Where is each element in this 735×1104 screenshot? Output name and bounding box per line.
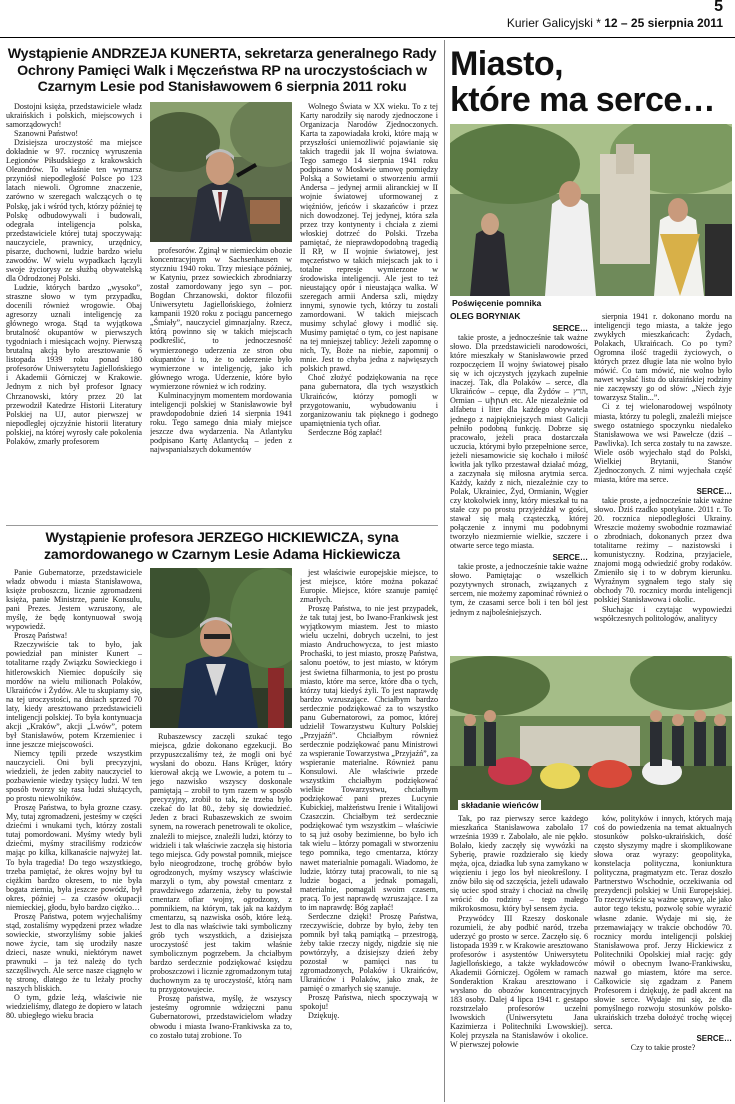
article-divider: [6, 525, 438, 526]
article3-title: [450, 46, 730, 118]
paragraph: Proszę Państwa, to była grozne czasy. My, tutaj zgromadzeni, jesteśmy w części dziećmi i wnukami tych, którzy zostali tutaj pomordowani. Myśmy wtedy byli dziećmi, myśmy straciliśmy rodziców mając po kilka, kilkanaście najwyżej lat. To była tragedia! Do tego wszystkiego, trzeba pamiętać, że okres wojny był tu ciężkim bardzo okresem, to nie była bogata ziemia, była jeszcze powódź, był okres, później – za czasów okupacji niemieckiej, głodu, było bardzo ciężko…: [6, 803, 142, 912]
paragraph: Panie Gubernatorze, przedstawiciele władz obwodu i miasta Stanisławowa, księże proboszczu, licznie zgromadzeni księża, panie Ministrze, panie Konsulu, pani Prezes. Jestem wzruszony, ale myślę, że będę kontynuował swoją wypowiedź.: [6, 568, 142, 632]
title-line: które ma serce…: [450, 81, 716, 119]
section-heading: SERCE…: [552, 553, 588, 563]
paragraph: Ci z tej wielonarodowej wspólnoty miasta, którzy tu polegli, znaleźli miejsce swego ostatniego spoczynku niedaleko Stanisławowa we wsi Pawełcze (dziś – Pawlivka). Ich serca zostały tu na zawsze. Wiele osób wyjechało stąd do Polski, Wielkiej Brytanii, Stanów Zjednoczonych. Z nimi wyjechała część miasta, które ma serce.: [594, 402, 732, 484]
paragraph: Dzisiejsza uroczystość ma miejsce dokładnie w 97. rocznicę wyruszenia Legionów Piłsudskiego z krakowskich Oleandrów. To właśnie ten wymarsz przyniósł niepodległość Polsce po 123 latach niewoli. Ogromne znaczenie, zarówno w szeregach walczących o tę Polskę, jak i wśród tych, którzy później tę Polskę odbudowywali i budowali, odegrała inteligencja polska, przedstawiciele której tutaj spoczywają: nauczyciele, prawnicy, urzędnicy, pisarze, duchowni, ludzie bardzo wielu zawodów. W wielu wypadkach łączyli swoje życiorysy ze służbą obywatelską dla Odrodzonej Polski.: [6, 138, 142, 283]
paragraph: takie proste, a jednocześnie takie ważne słowo. Dziś rzadko spotykane. 2011 r. To 20. rocznica niepodległości Ukrainy. Wreszcie możemy swobodnie rozmawiać o zbrodniach, dokonanych przez dwa totalitarne reżimy – nazistowski i komunistyczny. Rodzina, przyjaciele, znajomi mogą odwiedzić groby rodaków. Zmieniło się i to w dobrym kierunku. Wyraźnym sygnałem tego stały się obchody 70. rocznicy mordu inteligencji polskiej Stanisławowa i okolic.: [594, 495, 732, 605]
photo-caption: składanie wieńców: [458, 800, 541, 810]
article-author: OLEG BORYNIAK: [450, 312, 521, 321]
paragraph: Rubaszewscy zaczęli szukać tego miejsca, gdzie dokonano egzekucji. Bo przypuszczaliśmy też, że mogli oni być wysłani do obozu. Hans Krüger, który kierował akcją we Lwowie, a potem tu – jego nazwisko wszyscy doskonale pamiętają – zrobił to tym razem w sposób precyzyjny, zrobił to tak, że trzeba było czekać do lat 80., żeby się dowiedzieć. Jeden z braci Rubaszewskich ze swoim synem, na rowerach penetrowali te okolice, znaleźli to miejsce, znaleźli ludzi, którzy to widzieli i tak właściwie zaczęła się historia tego miejsca. Gdy powstał pomnik, miejsce było nieogrodzone, trochę gróbów było ogrodzonych, myśmy wszyscy właściwie marzyli o tym, aby powstał cmentarz z prawdziwego zdarzenia, żeby tu powstał cmentarz ofiar wojny, ogrodzony, z pomnikiem, na którym, tak jak na każdym cmentarzu, są nazwiska osób, które leżą. Jest to dla nas właściwie taki symboliczny grób tych wszystkich, a dzisiejsza uroczystość jest takim właśnie symbolicznym pogrzebem. Ja chciałbym bardzo serdecznie podziękować księdzu proboszczowi i licznie zgromadzonym tutaj duchownym za tę uroczystość, którą nam tu przygotowujecie.: [150, 732, 292, 995]
publication-name: Kurier Galicyjski: [506, 16, 593, 30]
paragraph: Dziękuję.: [308, 1011, 340, 1021]
paragraph: Tak, po raz pierwszy serce każdego mieszkańca Stanisławowa zabolało 17 września 1939 r. Zabolało, ale nie pękło. Bolało, kiedy zaczęły się wywózki na Syberię, prawie rozdzierało się kiedy męża, ojca, dziadka lub syna zamykano w więzieniu i jego los był nieokreślony. I znów biło się od szczęścia, jeżeli udawało się uciec spod straży i chociaż na chwilę wrócić do rodziny – tego małego mikrokosmosu, który był sensem życia.: [450, 814, 588, 914]
column-divider: [444, 40, 445, 1102]
paragraph: Szanowni Państwo!: [14, 129, 79, 139]
paragraph: Proszę Państwa!: [14, 631, 68, 641]
photo-wreath-laying: [450, 656, 732, 810]
article3-col1b: [450, 814, 588, 1100]
photo-monument-consecration: [450, 124, 732, 296]
article1-headline: Wystąpienie ANDRZEJA KUNERTA, sekretarza generalnego Rady Ochrony Pamięci Walk i Męczeństwa RP na uroczystościach w Czarnym Lesie pod Stanisławowem 6 sierpnia 2011 roku: [7, 46, 437, 95]
paragraph: sierpnia 1941 r. dokonano mordu na inteligencji tego miasta, a także jego zwykłych mieszkańcach: Żydach, Polakach, Ukraińcach. Co po tym? Ogromna ilość tragedii życiowych, o których przez długie lata nie wolno było mówić. Co tam mówić, nie wolno było nawet wysłać listu do ukraińskiej rodziny nie zaczęwszy go od słów: „Niech żyje towarzysz Stalin...”.: [594, 312, 732, 403]
paragraph: Słuchając i czytając wypowiedzi współczesnych politologów, analitycy: [594, 604, 732, 623]
header-rule: [0, 37, 735, 38]
paragraph: O tym, gdzie leżą, właściwie nie wiedzieliśmy, dlatego że dopiero w latach 80. ubiegłego wieku bracia: [6, 993, 142, 1021]
title-line: Miasto,: [450, 45, 563, 83]
photo-jerzy-hickiewicz: [150, 568, 292, 728]
paragraph: Dostojni księża, przedstawiciele władz ukraińskich i polskich, miejscowych i samorządowych!: [6, 102, 142, 130]
article3-col2b: [594, 814, 732, 1100]
paragraph: Proszę Państwa, potem wyjechaliśmy stąd, zostaliśmy wypędzeni przez władze sowieckie, stworzyliśmy sobie jakieś nowe życie, tam się urodziły nasze dzieci, nasze wnuki, niektórym nawet prawnuki – ja też należę do tych szczęśliwych. Ale serce nasze ciągnęło w tę stronę, dlatego że tu leżały prochy naszych bliskich.: [6, 911, 142, 994]
paragraph: Proszę Państwa, niech spoczywają w spokoju!: [300, 993, 438, 1012]
paragraph: jest właściwie europejskie miejsce, to jest miejsce, które można pokazać Europie. Miejsce, które szanuje pamięć zmarłych.: [300, 568, 438, 605]
section-heading: SERCE…: [696, 486, 732, 496]
article3-col1a: [450, 312, 588, 652]
article3-col2a: [594, 312, 732, 652]
article1-col2: [150, 246, 292, 522]
paragraph: Rzeczywiście tak to było, jak powiedział pan minister Kunert – totalitarne rządy Związku Sowieckiego i hitlerowskich Niemiec dopuściły się mordów na wielu milionach Polaków, Ukraińców i Żydów. Ale tu skupiamy się, na tej uroczystości, na dniach sprzed 70 laty, kiedy aresztowano przedstawicieli inteligencji polskiej. To była kontynuacja akcji „Kraków”, akcji „Lwów”, potem był Stanisławów, potem Krzemieniec i inne jeszcze miejscowości.: [6, 640, 142, 749]
photo-andrzej-kunert: [150, 102, 292, 242]
paragraph: Przywódcy III Rzeszy doskonale rozumieli, że aby podbić naród, trzeba uderzyć go prosto w serce. Zaczęło się. 6 listopada 1939 r. w Krakowie aresztowano profesorów i asystentów Uniwersytetu Jagiellońskiego, a także wykładowców Akademii Górniczej. Ogółem w ramach Sonderaktion Krakau aresztowano i wysłano do obozów koncentracyjnych 183 osoby. Dalej 4 lipca 1941 r. gestapo rozstrzelało profesorów uczelni lwowskich (Uniwersytetu Jana Kazimierza i Politechniki Lwowskiej). Kolej przyszła na Stanisławów i okolice. W pierwszej połowie: [450, 913, 588, 1050]
page-number: 5: [714, 0, 723, 15]
article1-col1: [6, 102, 142, 522]
paragraph: Serdeczne Bóg zapłać!: [308, 427, 383, 437]
paragraph: profesorów. Zginął w niemieckim obozie koncentracyjnym w Sachsenhausen w styczniu 1940 roku. Trzy miesiące później, w Katyniu, przez sowieckich zbrodniarzy został zamordowany jego syn – por. Bogdan Chrzanowski, doktor filozofii Uniwersytetu Jagiellońskiego, żołnierz kampanii 1920 roku z pociągu pancernego „Śmiały”, nauczyciel gimnazjalny. Rzecz, którą powinno się w takich miejscach podkreślić, to jednoczesność wymierzonego uderzenia ze stron obu okupantów i to, że to uderzenie było wymierzone w inteligencję, jako ich głównego wroga. Uderzenie, które było wymierzone również w ich rodziny.: [150, 246, 292, 391]
paragraph: Proszę państwa, myślę, że wszyscy jesteśmy ogromnie wdzięczni panu Gubernatorowi, przedstawicielom władzy obwodu i miasta Iwano-Frankiwska za to, co zostało tutaj zrobione. To: [150, 994, 292, 1040]
paragraph: takie proste, a jednocześnie takie ważne słowo. Pamiętając o wszelkich pozytywnych stronach, związanych z sercem, nie możemy zapominać również o tym, że czasami serce boli i ten ból jest jednym z najboleśniejszych.: [450, 562, 588, 617]
page-header: [0, 0, 735, 38]
paragraph: takie proste, a jednocześnie tak ważne słowo. Dla przedstawicieli narodowości, które mieszkały w Stanisławowie przed rozpoczęciem II wojny światowej pisało się w ich ojczystych językach zupełnie inaczej. Tak, dla Polaków – serce, dla Ukraińców – серце, dla Żydów – הרץ, Ormian – սիրտ etc. Ale niezależnie od alfabetu i liter dla każdego obywatela jednego z najpiękniejszych miast Galicji pełniło podobną funkcję. Dobrze się pracowało, jeżeli praca dostarczała uczucia, którymi było przepełnione serce, jeżeli niesamowicie się kochało i miłość kwitła jak tylko przestawał działać mózg, a zaczynała się miłosna arytmia serca. Każdy, każdy z nich, niezależnie czy to Polak, Ukrainiec, Żyd, Ormianin, Węgier czy ktokolwiek inny, który mieszkał tu na stałe czy po prostu przyjeżdżał w gości, stawał się małą cząsteczką, której połączenie z innymi mu podobnymi tworzyło niezmiernie wielkie, szczere i otwarte serce tego miasta.: [450, 333, 588, 551]
paragraph: Kulminacyjnym momentem mordowania inteligencji polskiej w Stanisławowie był prawdopodobnie dzień 14 sierpnia 1941 roku. Tego samego dnia miały miejsce jeszcze dwa wydarzenia. Na Atlantyku podpisano Kartę Atlantycką – jeden z najwspanialszych dokumentów: [150, 390, 292, 455]
article2-headline: Wystąpienie profesora JERZEGO HICKIEWICZA, syna zamordowanego w Czarnym Lesie Adama Hickiewicza: [44, 530, 400, 563]
issue-dates: 12 – 25 sierpnia 2011: [604, 16, 723, 30]
article2-col3: [300, 568, 438, 1100]
article2-col1: [6, 568, 142, 1100]
paragraph: Niemcy tępili przede wszystkim nauczycieli. Oni byli precyzyjni, wiedzieli, że jeden zabity nauczyciel to pozbawienie wiedzy tysięcy ludzi. W ten sposób tworzy się rasa ludzi służących, po prostu niewolników.: [6, 748, 142, 804]
paragraph: Choć złożyć podziękowania na ręce pana gubernatora, dla tych wszystkich Ukraińców, którzy pomogli w przygotowaniu, wybudowaniu i zorganizowaniu tak pięknego i godnego upamiętnienia tych ofiar.: [300, 373, 438, 428]
header-separator: *: [596, 16, 601, 30]
paragraph: Ludzie, których bardzo „wysoko”, straszne słowo w tym przypadku, docenili również wrogowie. Obaj agresorzy uznali inteligencję za głównego wroga. Stąd ta wyjątkowa brutalność okupantów w pierwszych tygodniach i miesiącach wojny. Pierwszą brutalną akcją było aresztowanie 6 listopada 1939 roku ponad 180 profesorów Uniwersytetu Jagiellońskiego i Akademii Górniczej w Krakowie. Jednym z nich był profesor Ignacy Chrzanowski, który przez 20 lat przewodził Katedrze Historii Literatury Polskiej na UJ, autor pierwszej w niepodległej ojczyźnie historii literatury polskiej, na której wyrosły całe pokolenia Polaków, zmarły profesorem: [6, 282, 142, 446]
paragraph: Proszę Państwa, to nie jest przypadek, że tak tutaj jest, bo Iwano-Frankiwsk jest wyjątkowym miastem. Jest to miasto wielu uczelni, dobrych uczelni, to jest miasto Andruchowycza, to jest miasto Prochaśki, to jest miasto, proszę Państwa, salonu poetów, to jest miasto, w którym jest świetna filharmonia, to jest po prostu miasto, które ma serce, które dba o tych, którzy tutaj kiedyś żyli. To jest naprawdę bardzo wzruszające. Chciałbym bardzo serdecznie podziękować za to wszystko panu Gubernatorowi, za pomoc, której udzielił Towarzystwu Kultury Polskiej „Przyjaźń”. Chciałbym również serdecznie podziękować panu Ministrowi za wspieranie Towarzystwa „Przyjaźń”, za wspieranie materialne. Również panu Konsulowi. Ale właściwie przede wszystkim chciałbym podziękować wielkie Towarzystwu, chciałbym podziękować pani prezes Lucynie Kubickiej, małżeństwu Irenie i Witalijowi Czaszczin. Chciałbym też serdecznie podziękować tym wszystkim – właściwie to są już osoby bezimienne, bo było ich tak wielu – którzy pomagali w stworzeniu tego pomnika, tego cmentarza, którzy nawet materialnie pomagali. Wiadomo, że ludzie, którzy tutaj pracowali, to nie są ludzie bogaci, a jednak pomagali, materialnie, pomagali swoim czasem, pracą. To jest naprawdę wzruszające. I za to im naprawdę: Bóg zapłać!: [300, 604, 438, 912]
paragraph: ków, polityków i innych, których mają coś do powiedzenia na temat aktualnych stosunków polsko-ukraińskich, dość często słyszymy mądre i skomplikowane słowa oraz wyrazy: geopolityka, konstelacja polityczna, koniunktura polityczna, pragmatyzm etc. Teraz doszło Partnerstwo Wschodnie, oczekiwania od prezydencji polskiej w Unii Europejskiej. To rzeczywiście są ważne sprawy, ale jako autor tego tekstu, pozwolę sobie wyrazić własne zdanie. Wydaje mi się, że przemawiający w trakcie obchodów 70. rocznicy mordu inteligencji polskiej Stanisławowa prof. Jerzy Hickiewicz z Politechniki Opolskiej miał rację: gdy mówił o obecnym Iwano-Frankiwsku, nazwał go miastem, które ma serce. Całkowicie się zgadzam z Panem Profesorem i dziękuję, że padł akcent na słowie serce. Wydaje mi się, że dla pomyślnego rozwoju stosunków polsko-ukraińskich trzeba dołożyć trochę więcej serca.: [594, 814, 732, 1032]
photo-caption: Poświęcenie pomnika: [452, 298, 542, 308]
paragraph: Serdeczne dzięki! Proszę Państwa, rzeczywiście, dobrze by było, żeby ten pomnik był taką pamiątką – przestrogą, żeby takie rzeczy nigdy, nigdzie się nie powtórzyły, a dzisiejszy dzień żeby pozostał w pamięci nas tu zgromadzonych, Polaków i Ukraińców, Ukraińców i Polaków, jako znak, że pamięć o zmarłych się szanuje.: [300, 911, 438, 994]
article1-col3: [300, 102, 438, 522]
running-header: [507, 16, 723, 30]
article2-col2: [150, 732, 292, 1100]
section-heading: SERCE…: [696, 1034, 732, 1044]
closing-question: Czy to takie proste?: [630, 1043, 696, 1053]
section-heading: SERCE…: [552, 324, 588, 334]
paragraph: Wolnego Świata w XX wieku. To z tej Karty narodziły się narody zjednoczone i Organizacja Narodów Zjednoczonych. Karta ta zapowiadała kroki, które mają w przyszłości uniemożliwić pojawianie się takich tragedii jak II wojna światowa. Tego samego 14 sierpnia 1941 roku podpisano w Moskwie umowę pomiędzy Polską a Sowietami o stworzeniu armii Andersa – jedynej armii aliranckiej w II wojnie światowej uformowanej z więźniów, jeńców i skazańców i przez nich dowodzonej. Tej jedynej, która szła przez trzy kontynenty i chciała z ziemi włoskiej dotrzeć do Polski. Trzeba pamiętać, że nieprawdopodobną tragedią II RP, w II wojnie światowej, jest męczeństwo w takich miejscach jak to i totalne represje wymierzone w środowiska inteligencji. Ale jest to też nieustający opór i nieustająca walka. W szeregach armii Andersa szli, między innymi, synowie tych, którzy tu zostali zamordowani. W takich miejscach musimy schylać głowy i modlić się. Musimy pamiętać o tym, co jest napisane na tej mniejszej tablicy: Jeżeli zapomnę o nich, Ty, Boże na niebie, zapomnij o mnie. Jest to chyba jedna z najwięszych polskich prawd.: [300, 102, 438, 374]
